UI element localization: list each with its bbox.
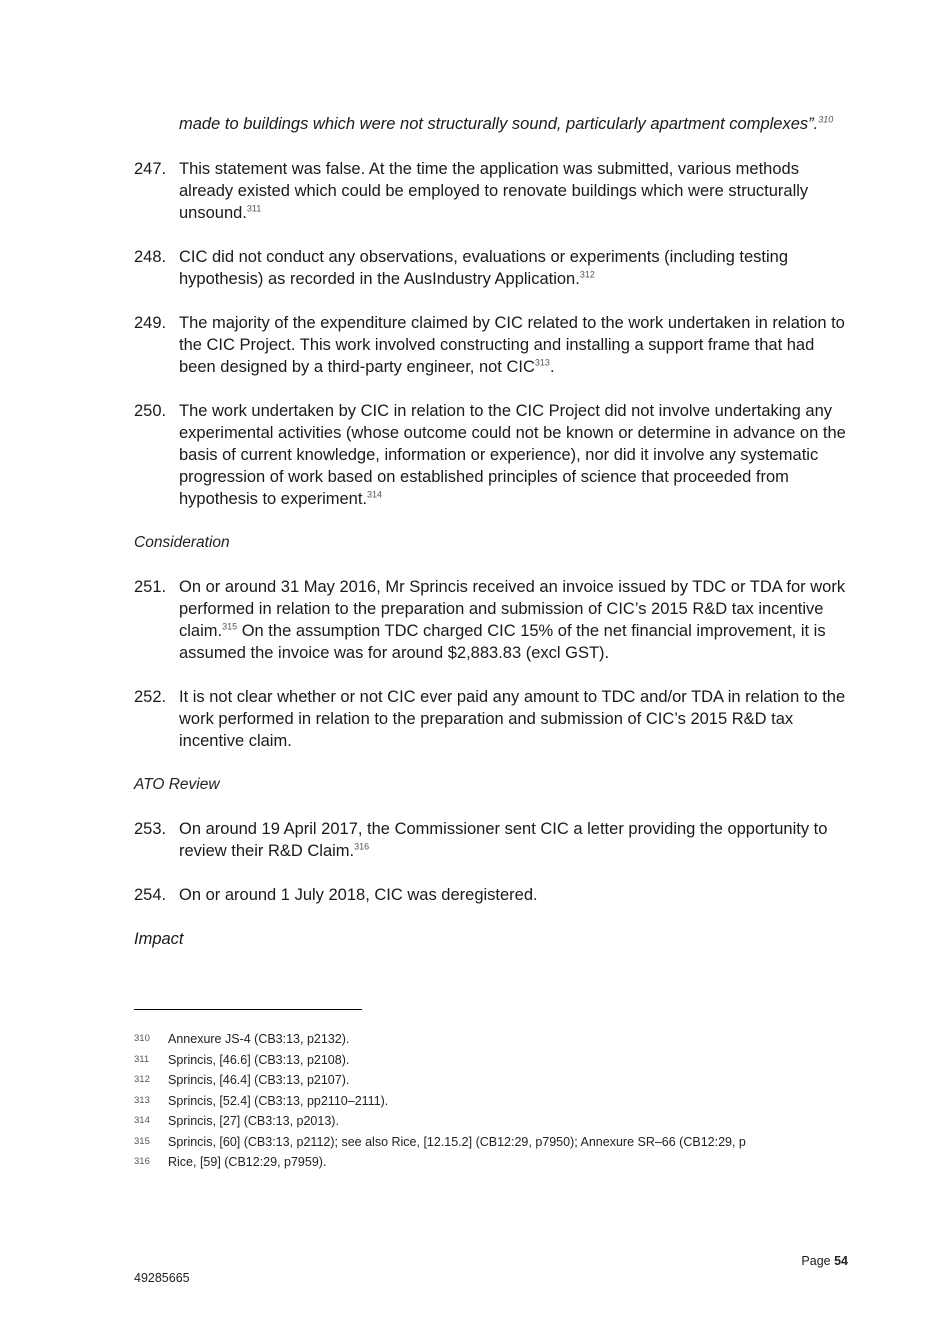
- paragraph-text: This statement was false. At the time the application was submitted, various methods already existed which could be employed to renovate buildings which were structurally unsound.: [179, 160, 809, 222]
- paragraph-text: On around 19 April 2017, the Commissioner sent CIC a letter providing the opportunity to review their R&D Claim.: [179, 820, 828, 860]
- quoted-passage: [179, 113, 854, 135]
- paragraph-250: [134, 400, 854, 510]
- footnote-text: Annexure JS-4 (CB3:13, p2132).: [168, 1032, 350, 1046]
- paragraph-text: The majority of the expenditure claimed by CIC related to the work undertaken in relation to the CIC Project. This work involved constructing and installing a support frame that had been designed by a third-party engineer, not CIC: [179, 314, 845, 376]
- paragraph-248: [134, 246, 854, 290]
- footnote-text: Rice, [59] (CB12:29, p7959).: [168, 1155, 327, 1169]
- page-number: 54: [834, 1254, 848, 1268]
- footnote-text: Sprincis, [60] (CB3:13, p2112); see also Rice, [12.15.2] (CB12:29, p7950); Annexure SR–66 (CB12:29, p: [168, 1134, 746, 1149]
- paragraph-text: The work undertaken by CIC in relation to the CIC Project did not involve undertaking any experimental activities (whose outcome could not be known or determine in advance on the basis of current knowledge, information or experience), nor did it involve any systematic progression of work based on established principles of science that proceeded from hypothesis to experiment.: [179, 402, 846, 508]
- paragraph-number: 253.: [134, 820, 167, 838]
- footnote-number: 312: [134, 1074, 150, 1085]
- footnote-ref[interactable]: 315: [222, 621, 238, 632]
- footnote-text: Sprincis, [27] (CB3:13, p2013).: [168, 1114, 339, 1128]
- footnote-316: [134, 1155, 774, 1170]
- footnote-number: 314: [134, 1115, 150, 1126]
- paragraph-number: 254.: [134, 886, 167, 904]
- footnote-312: [134, 1073, 774, 1088]
- footnote-ref[interactable]: 311: [246, 203, 262, 214]
- footnote-text: Sprincis, [52.4] (CB3:13, pp2110–2111).: [168, 1093, 389, 1108]
- paragraph-247: [134, 158, 854, 224]
- paragraph-text: On or around 1 July 2018, CIC was deregistered.: [179, 886, 538, 904]
- paragraph-254: [134, 884, 854, 906]
- footnote-ref[interactable]: 316: [354, 841, 370, 852]
- footnote-310: [134, 1032, 774, 1047]
- paragraph-249: [134, 312, 854, 378]
- quote-text: made to buildings which were not structurally sound, particularly apartment complexes: [179, 115, 809, 133]
- footnote-311: [134, 1053, 774, 1068]
- paragraph-252: [134, 686, 854, 752]
- section-heading-consideration: Consideration: [134, 534, 230, 551]
- footnote-ref[interactable]: 313: [534, 357, 550, 368]
- paragraph-text: On or around 31 May 2016, Mr Sprincis received an invoice issued by TDC or TDA for work performed in relation to the preparation and submission of CIC’s 2015 R&D tax incentive claim.: [179, 578, 846, 640]
- document-id: 49285665: [134, 1271, 190, 1285]
- paragraph-251: [134, 576, 854, 664]
- document-body: [134, 113, 854, 950]
- paragraph-number: 250.: [134, 402, 167, 420]
- paragraph-text-continued: On the assumption TDC charged CIC 15% of the net financial improvement, it is assumed the invoice was for around $2,883.83 (excl GST).: [179, 622, 826, 662]
- paragraph-text: It is not clear whether or not CIC ever paid any amount to TDC and/or TDA in relation to the work performed in relation to the preparation and submission of CIC’s 2015 R&D tax incentive claim.: [179, 688, 846, 750]
- page-number-label: [801, 1254, 848, 1268]
- paragraph-tail: .: [549, 358, 555, 376]
- paragraph-number: 249.: [134, 314, 167, 332]
- footnote-number: 316: [134, 1156, 150, 1167]
- paragraph-number: 248.: [134, 248, 167, 266]
- footnote-text: Sprincis, [46.4] (CB3:13, p2107).: [168, 1073, 350, 1087]
- section-heading-ato-review: ATO Review: [134, 776, 220, 793]
- footnote-number: 310: [134, 1033, 150, 1044]
- footnote-ref[interactable]: 312: [579, 269, 595, 280]
- paragraph-number: 252.: [134, 688, 167, 706]
- page-label-text: Page: [801, 1254, 831, 1268]
- quote-tail: ”.: [808, 115, 819, 133]
- paragraph-253: [134, 818, 854, 862]
- footnote-number: 311: [134, 1053, 150, 1065]
- paragraph-text: CIC did not conduct any observations, evaluations or experiments (including testing hypothesis) as recorded in the AusIndustry Application.: [179, 248, 789, 288]
- footnote-separator: [134, 1009, 362, 1010]
- footnote-ref[interactable]: 314: [367, 489, 383, 500]
- paragraph-number: 251.: [134, 578, 167, 596]
- footnote-315: [134, 1135, 774, 1150]
- footnote-number: 315: [134, 1135, 150, 1147]
- paragraph-number: 247.: [134, 160, 167, 178]
- section-heading-impact: Impact: [134, 930, 184, 948]
- footnote-314: [134, 1114, 774, 1129]
- footnotes: [134, 1032, 774, 1176]
- footnote-number: 313: [134, 1094, 150, 1106]
- footnote-ref[interactable]: 310: [818, 114, 834, 125]
- footnote-313: [134, 1094, 774, 1109]
- footnote-text: Sprincis, [46.6] (CB3:13, p2108).: [168, 1052, 350, 1067]
